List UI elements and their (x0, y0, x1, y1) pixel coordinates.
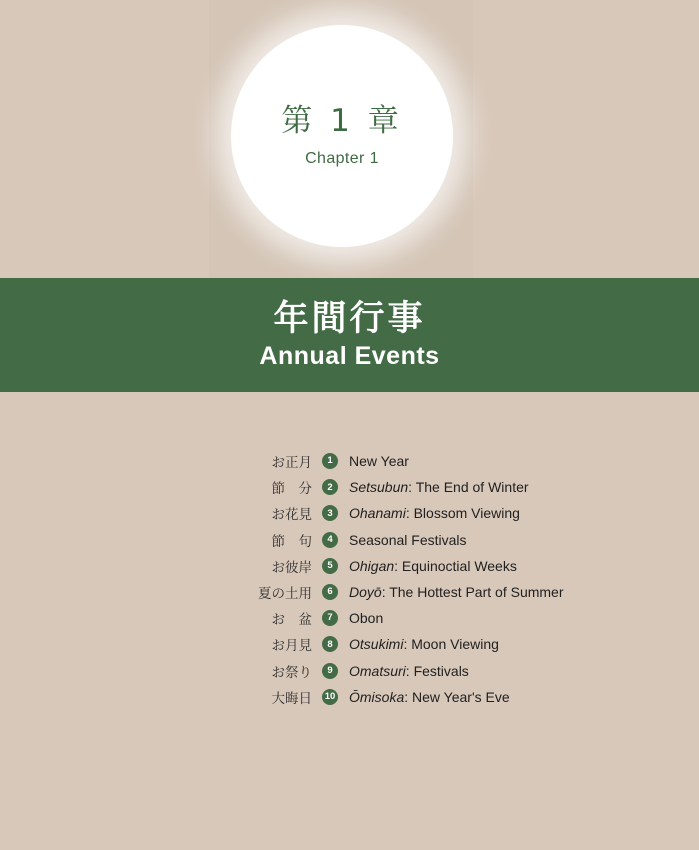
entry-number-badge: 9 (322, 663, 338, 679)
chapter-number-english: Chapter 1 (305, 149, 379, 167)
entry-title-japanese: お 盆 (271, 612, 312, 629)
entry-translation: : The End of Winter (408, 479, 529, 496)
entry-romaji: Ōmisoka (349, 688, 405, 705)
hero-area (0, 0, 699, 278)
contents-list (0, 448, 699, 710)
list-item[interactable] (0, 500, 699, 526)
entry-title-japanese: お祭り (271, 664, 312, 681)
entry-romaji: Doyō (349, 584, 382, 601)
entry-title-japanese: お正月 (271, 455, 312, 472)
entry-number-badge: 1 (322, 453, 338, 469)
entry-title-english (338, 636, 499, 652)
entry-title-english (338, 610, 383, 626)
entry-title-english (338, 453, 409, 469)
entry-number-badge: 8 (322, 636, 338, 652)
entry-number-badge: 3 (322, 505, 338, 521)
title-band (0, 278, 699, 392)
entry-romaji: Omatsuri (349, 662, 406, 679)
entry-number-badge: 4 (322, 532, 338, 548)
entry-translation: : New Year's Eve (404, 688, 510, 705)
chapter-number-japanese: 第 1 章 (281, 102, 403, 139)
entry-title-japanese: 大晦日 (271, 690, 312, 707)
entry-title-japanese: お月見 (271, 638, 312, 655)
title-english: Annual Events (259, 341, 440, 370)
entry-translation: : Moon Viewing (403, 636, 499, 653)
list-item[interactable] (0, 631, 699, 657)
list-item[interactable] (0, 527, 699, 553)
chapter-label-group (231, 25, 453, 247)
entry-translation: : Festivals (405, 662, 469, 679)
title-japanese: 年間行事 (273, 299, 426, 339)
entry-romaji: Ohigan (349, 557, 395, 574)
entry-romaji: Otsukimi (349, 636, 404, 653)
list-item[interactable] (0, 553, 699, 579)
entry-title-english (338, 479, 529, 495)
entry-translation: Seasonal Festivals (349, 531, 467, 548)
list-item[interactable] (0, 579, 699, 605)
entry-title-english (338, 584, 564, 600)
entry-title-japanese: 節 分 (271, 481, 312, 498)
entry-number-badge: 5 (322, 558, 338, 574)
entry-translation: : Equinoctial Weeks (394, 557, 517, 574)
entry-title-japanese: 節 句 (271, 533, 312, 550)
entry-title-japanese: 夏の土用 (258, 586, 312, 603)
entry-title-english (338, 663, 469, 679)
list-item[interactable] (0, 474, 699, 500)
entry-number-badge: 6 (322, 584, 338, 600)
list-item[interactable] (0, 658, 699, 684)
entry-translation: New Year (349, 453, 409, 470)
entry-romaji: Ohanami (349, 505, 406, 522)
entry-romaji: Setsubun (349, 479, 409, 496)
list-item[interactable] (0, 684, 699, 710)
entry-title-japanese: お花見 (271, 507, 312, 524)
entry-translation: : The Hottest Part of Summer (381, 584, 564, 601)
list-item[interactable] (0, 605, 699, 631)
entry-title-english (338, 689, 510, 705)
entry-title-english (338, 558, 517, 574)
entry-title-english (338, 505, 520, 521)
entry-number-badge: 10 (322, 689, 338, 705)
entry-title-japanese: お彼岸 (271, 559, 312, 576)
entry-number-badge: 7 (322, 610, 338, 626)
entry-title-english (338, 532, 467, 548)
entry-translation: Obon (349, 610, 384, 627)
entry-number-badge: 2 (322, 479, 338, 495)
entry-translation: : Blossom Viewing (405, 505, 520, 522)
list-item[interactable] (0, 448, 699, 474)
